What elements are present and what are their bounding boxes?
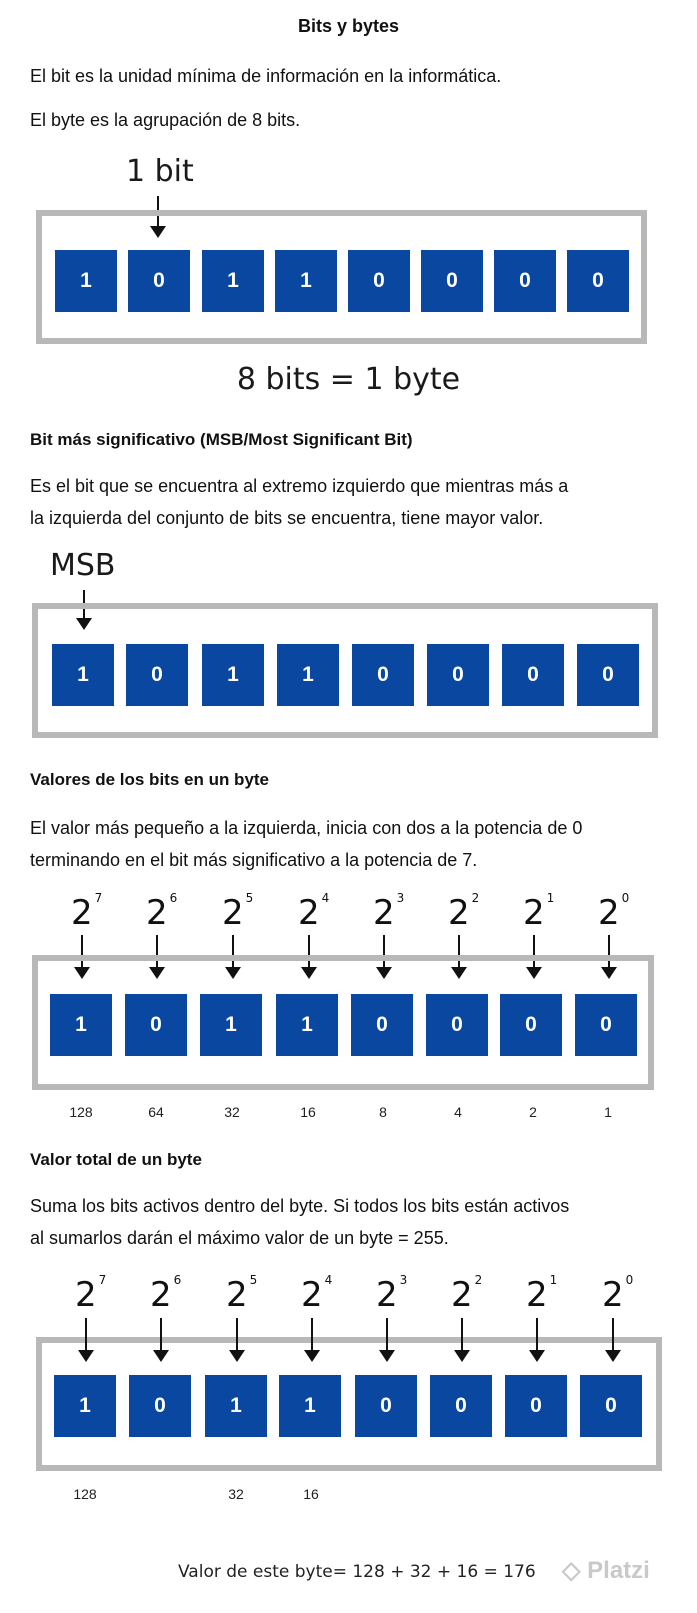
power-of-two-label bbox=[373, 890, 405, 933]
bit-cell: 0 bbox=[426, 994, 488, 1056]
power-of-two-label bbox=[598, 890, 630, 933]
intro-line-2: El byte es la agrupación de 8 bits. bbox=[30, 110, 301, 130]
bit-value-label: 8 bbox=[379, 1104, 387, 1120]
power-of-two-label bbox=[146, 890, 178, 933]
bit-cell: 0 bbox=[505, 1375, 567, 1437]
byte-definition-label: 8 bits = 1 byte bbox=[236, 362, 461, 397]
bit-cell: 0 bbox=[355, 1375, 417, 1437]
bit-value-label: 32 bbox=[228, 1486, 244, 1502]
bit-cell: 1 bbox=[275, 250, 337, 312]
bit-value-label: 1 bbox=[604, 1104, 612, 1120]
power-base: 2 bbox=[71, 893, 93, 933]
values-text-1: El valor más pequeño a la izquierda, inicia con dos a la potencia de 0 bbox=[30, 818, 583, 838]
power-base: 2 bbox=[75, 1275, 97, 1315]
power-exponent: 6 bbox=[169, 890, 178, 905]
power-base: 2 bbox=[602, 1275, 624, 1315]
intro-line-1: El bit es la unidad mínima de información en la informática. bbox=[30, 66, 502, 86]
bit-cell: 0 bbox=[348, 250, 410, 312]
bit-cell: 0 bbox=[128, 250, 190, 312]
power-exponent: 0 bbox=[621, 890, 630, 905]
bit-cell: 1 bbox=[55, 250, 117, 312]
power-of-two-label bbox=[602, 1272, 634, 1315]
bit-value-label: 32 bbox=[224, 1104, 240, 1120]
bit-cell: 0 bbox=[500, 994, 562, 1056]
bit-cell: 1 bbox=[52, 644, 114, 706]
bit-cell: 0 bbox=[125, 994, 187, 1056]
power-base: 2 bbox=[146, 893, 168, 933]
down-arrow-icon bbox=[311, 1318, 313, 1360]
down-arrow-icon bbox=[386, 1318, 388, 1360]
power-exponent: 3 bbox=[399, 1272, 408, 1287]
power-exponent: 7 bbox=[94, 890, 103, 905]
total-text-1: Suma los bits activos dentro del byte. Si todos los bits están activos bbox=[30, 1196, 570, 1216]
bit-cell: 0 bbox=[494, 250, 556, 312]
power-of-two-label bbox=[222, 890, 254, 933]
bit-cell: 0 bbox=[580, 1375, 642, 1437]
power-of-two-label bbox=[376, 1272, 408, 1315]
total-heading: Valor total de un byte bbox=[30, 1150, 202, 1169]
bit-value-label: 128 bbox=[69, 1104, 93, 1120]
power-base: 2 bbox=[373, 893, 395, 933]
power-of-two-label bbox=[526, 1272, 558, 1315]
power-base: 2 bbox=[222, 893, 244, 933]
power-exponent: 5 bbox=[245, 890, 254, 905]
bit-cell: 0 bbox=[421, 250, 483, 312]
power-exponent: 6 bbox=[173, 1272, 182, 1287]
bit-value-label: 16 bbox=[300, 1104, 316, 1120]
power-of-two-label bbox=[75, 1272, 107, 1315]
msb-text-2: la izquierda del conjunto de bits se encuentra, tiene mayor valor. bbox=[30, 508, 544, 528]
total-text-2: al sumarlos darán el máximo valor de un byte = 255. bbox=[30, 1228, 449, 1248]
power-of-two-label bbox=[301, 1272, 333, 1315]
watermark-text: Platzi bbox=[587, 1557, 650, 1584]
power-exponent: 3 bbox=[396, 890, 405, 905]
bit-cell: 0 bbox=[351, 994, 413, 1056]
power-base: 2 bbox=[150, 1275, 172, 1315]
power-of-two-label bbox=[71, 890, 103, 933]
power-of-two-label bbox=[451, 1272, 483, 1315]
msb-heading: Bit más significativo (MSB/Most Significant Bit) bbox=[30, 430, 413, 449]
bit-cell: 1 bbox=[205, 1375, 267, 1437]
msb-text-1: Es el bit que se encuentra al extremo izquierdo que mientras más a bbox=[30, 476, 569, 496]
bit-cell: 0 bbox=[427, 644, 489, 706]
power-base: 2 bbox=[301, 1275, 323, 1315]
power-of-two-label bbox=[298, 890, 330, 933]
power-exponent: 7 bbox=[98, 1272, 107, 1287]
bit-cell: 0 bbox=[129, 1375, 191, 1437]
bit-cell: 1 bbox=[54, 1375, 116, 1437]
power-exponent: 4 bbox=[324, 1272, 333, 1287]
power-of-two-label bbox=[448, 890, 480, 933]
bit-cell: 1 bbox=[277, 644, 339, 706]
bit-cell: 0 bbox=[430, 1375, 492, 1437]
power-exponent: 2 bbox=[474, 1272, 483, 1287]
power-base: 2 bbox=[451, 1275, 473, 1315]
power-exponent: 1 bbox=[549, 1272, 558, 1287]
bit-value-label: 16 bbox=[303, 1486, 319, 1502]
power-of-two-label bbox=[150, 1272, 182, 1315]
bit-cell: 1 bbox=[202, 644, 264, 706]
bit-cell: 1 bbox=[279, 1375, 341, 1437]
power-base: 2 bbox=[448, 893, 470, 933]
bit-value-label: 2 bbox=[529, 1104, 537, 1120]
down-arrow-icon bbox=[236, 1318, 238, 1360]
power-exponent: 4 bbox=[321, 890, 330, 905]
values-heading: Valores de los bits en un byte bbox=[30, 770, 270, 789]
power-exponent: 0 bbox=[625, 1272, 634, 1287]
bit-cell: 1 bbox=[200, 994, 262, 1056]
down-arrow-icon bbox=[536, 1318, 538, 1360]
bit-cell: 0 bbox=[352, 644, 414, 706]
power-base: 2 bbox=[526, 1275, 548, 1315]
bit-cell: 0 bbox=[502, 644, 564, 706]
power-exponent: 2 bbox=[471, 890, 480, 905]
bit-cell: 0 bbox=[575, 994, 637, 1056]
one-bit-label: 1 bit bbox=[126, 154, 194, 189]
bit-cell: 0 bbox=[567, 250, 629, 312]
bit-cell: 1 bbox=[50, 994, 112, 1056]
platzi-logo-icon: ◇ bbox=[562, 1557, 581, 1584]
power-base: 2 bbox=[598, 893, 620, 933]
byte-total-formula: Valor de este byte= 128 + 32 + 16 = 176 bbox=[178, 1562, 536, 1582]
bit-cell: 0 bbox=[126, 644, 188, 706]
down-arrow-icon bbox=[160, 1318, 162, 1360]
bit-value-label: 4 bbox=[454, 1104, 462, 1120]
bit-cell: 1 bbox=[202, 250, 264, 312]
msb-label: MSB bbox=[50, 548, 116, 583]
bit-value-label: 128 bbox=[73, 1486, 97, 1502]
page-title: Bits y bytes bbox=[297, 16, 400, 36]
bit-cell: 1 bbox=[276, 994, 338, 1056]
byte-frame-3 bbox=[32, 955, 654, 1090]
down-arrow-icon bbox=[612, 1318, 614, 1360]
power-base: 2 bbox=[376, 1275, 398, 1315]
platzi-watermark bbox=[562, 1556, 650, 1585]
power-of-two-label bbox=[226, 1272, 258, 1315]
down-arrow-icon bbox=[461, 1318, 463, 1360]
power-of-two-label bbox=[523, 890, 555, 933]
bit-cell: 0 bbox=[577, 644, 639, 706]
power-base: 2 bbox=[298, 893, 320, 933]
power-base: 2 bbox=[523, 893, 545, 933]
bit-value-label: 64 bbox=[148, 1104, 164, 1120]
power-exponent: 1 bbox=[546, 890, 555, 905]
power-exponent: 5 bbox=[249, 1272, 258, 1287]
power-base: 2 bbox=[226, 1275, 248, 1315]
down-arrow-icon bbox=[85, 1318, 87, 1360]
values-text-2: terminando en el bit más significativo a la potencia de 7. bbox=[30, 850, 478, 870]
